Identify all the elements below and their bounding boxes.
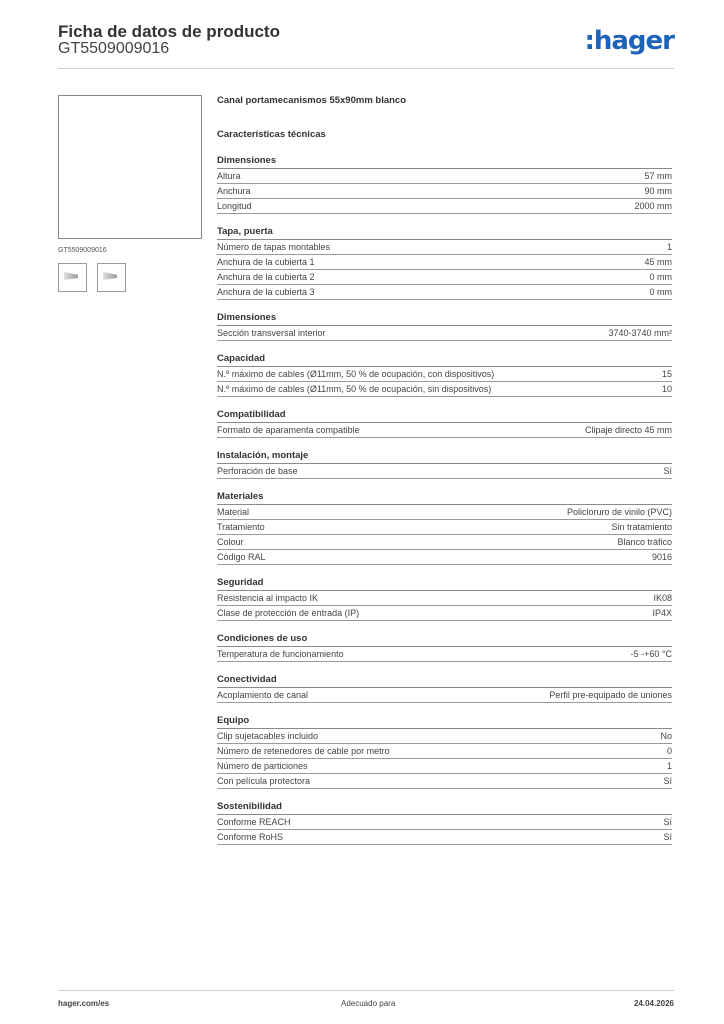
spec-label: Material <box>217 507 250 517</box>
spec-value: Sí <box>663 776 672 786</box>
spec-row <box>217 285 672 300</box>
footer-date: 24.04.2026 <box>633 999 674 1008</box>
spec-value: Sí <box>663 466 672 476</box>
spec-value: IK08 <box>653 593 672 603</box>
spec-content <box>217 95 672 845</box>
spec-value: Perfil pre-equipado de uniones <box>549 690 672 700</box>
thumbnail-strip <box>58 263 202 292</box>
spec-label: Conforme REACH <box>217 817 291 827</box>
spec-row <box>217 270 672 285</box>
spec-section <box>217 577 672 621</box>
spec-row <box>217 255 672 270</box>
spec-value: 1 <box>666 242 672 252</box>
spec-value: 45 mm <box>644 257 672 267</box>
spec-label: Sección transversal interior <box>217 328 326 338</box>
spec-value: 1 <box>666 761 672 771</box>
image-caption: GT5509009016 <box>58 247 107 254</box>
technical-characteristics-heading: Características técnicas <box>217 129 326 140</box>
spec-label: N.º máximo de cables (Ø11mm, 50 % de ocupación, con dispositivos) <box>217 369 495 379</box>
spec-section <box>217 491 672 565</box>
thumbnail-1[interactable] <box>58 263 87 292</box>
spec-value: 0 mm <box>649 287 672 297</box>
document-title: Ficha de datos de producto <box>58 22 280 41</box>
section-title: Compatibilidad <box>217 409 672 423</box>
spec-label: Anchura de la cubierta 2 <box>217 272 315 282</box>
footer-suitable-for: Adecuado para <box>341 999 396 1008</box>
page-footer <box>58 990 674 1008</box>
spec-value: 0 <box>666 746 672 756</box>
section-title: Seguridad <box>217 577 672 591</box>
spec-row <box>217 464 672 479</box>
spec-section <box>217 450 672 479</box>
spec-row <box>217 423 672 438</box>
spec-label: Clip sujetacables incluido <box>217 731 319 741</box>
cable-channel-thumbnail-icon <box>64 272 78 280</box>
spec-label: Temperatura de funcionamiento <box>217 649 344 659</box>
product-name: Canal portamecanismos 55x90mm blanco <box>217 95 407 106</box>
spec-section <box>217 312 672 341</box>
spec-row <box>217 774 672 789</box>
spec-section <box>217 353 672 397</box>
spec-label: Número de retenedores de cable por metro <box>217 746 390 756</box>
section-title: Condiciones de uso <box>217 633 672 647</box>
spec-value: Sí <box>663 832 672 842</box>
spec-label: Número de particiones <box>217 761 308 771</box>
spec-label: Colour <box>217 537 244 547</box>
spec-section <box>217 155 672 214</box>
spec-label: Anchura <box>217 186 251 196</box>
spec-value: 0 mm <box>649 272 672 282</box>
spec-row <box>217 688 672 703</box>
spec-label: Anchura de la cubierta 1 <box>217 257 315 267</box>
spec-label: Conforme RoHS <box>217 832 284 842</box>
spec-label: Código RAL <box>217 552 266 562</box>
spec-sections <box>217 155 672 845</box>
spec-row <box>217 550 672 565</box>
section-title: Capacidad <box>217 353 672 367</box>
spec-row <box>217 520 672 535</box>
section-title: Materiales <box>217 491 672 505</box>
spec-value: 2000 mm <box>634 201 672 211</box>
spec-row <box>217 744 672 759</box>
section-title: Sostenibilidad <box>217 801 672 815</box>
spec-row <box>217 367 672 382</box>
thumbnail-2[interactable] <box>97 263 126 292</box>
spec-row <box>217 326 672 341</box>
spec-section <box>217 633 672 662</box>
spec-label: Anchura de la cubierta 3 <box>217 287 315 297</box>
spec-label: Resistencia al impacto IK <box>217 593 319 603</box>
spec-value: 9016 <box>651 552 672 562</box>
spec-value: Clipaje directo 45 mm <box>584 425 672 435</box>
spec-label: Con película protectora <box>217 776 311 786</box>
hager-logo: :hager <box>584 26 674 56</box>
footer-website[interactable]: hager.com/es <box>58 999 110 1008</box>
spec-value: -5 -+60 °C <box>630 649 672 659</box>
spec-section <box>217 674 672 703</box>
spec-row <box>217 815 672 830</box>
spec-row <box>217 729 672 744</box>
section-title: Conectividad <box>217 674 672 688</box>
spec-label: Número de tapas montables <box>217 242 331 252</box>
spec-row <box>217 169 672 184</box>
spec-row <box>217 591 672 606</box>
section-title: Equipo <box>217 715 672 729</box>
spec-row <box>217 240 672 255</box>
spec-label: Longitud <box>217 201 252 211</box>
spec-value: 3740-3740 mm² <box>608 328 672 338</box>
section-title: Dimensiones <box>217 312 672 326</box>
spec-row <box>217 505 672 520</box>
spec-value: 90 mm <box>644 186 672 196</box>
spec-value: 10 <box>661 384 672 394</box>
spec-value: Policloruro de vinilo (PVC) <box>566 507 672 517</box>
spec-label: N.º máximo de cables (Ø11mm, 50 % de ocupación, sin dispositivos) <box>217 384 492 394</box>
spec-label: Clase de protección de entrada (IP) <box>217 608 360 618</box>
spec-label: Perforación de base <box>217 466 298 476</box>
spec-row <box>217 759 672 774</box>
spec-section <box>217 715 672 789</box>
spec-label: Acoplamiento de canal <box>217 690 309 700</box>
spec-row <box>217 647 672 662</box>
spec-row <box>217 382 672 397</box>
product-image-panel <box>58 95 202 292</box>
spec-row <box>217 199 672 214</box>
spec-value: Sí <box>663 817 672 827</box>
product-image <box>58 95 202 239</box>
spec-value: 57 mm <box>644 171 672 181</box>
spec-section <box>217 409 672 438</box>
spec-label: Altura <box>217 171 241 181</box>
spec-value: IP4X <box>652 608 672 618</box>
spec-row <box>217 535 672 550</box>
spec-label: Tratamiento <box>217 522 265 532</box>
spec-label: Formato de aparamenta compatible <box>217 425 360 435</box>
section-title: Tapa, puerta <box>217 226 672 240</box>
spec-row <box>217 606 672 621</box>
spec-section <box>217 801 672 845</box>
spec-value: No <box>660 731 672 741</box>
spec-section <box>217 226 672 300</box>
spec-value: Blanco tráfico <box>617 537 672 547</box>
section-title: Instalación, montaje <box>217 450 672 464</box>
section-title: Dimensiones <box>217 155 672 169</box>
cable-channel-thumbnail-icon <box>103 272 117 280</box>
spec-row <box>217 184 672 199</box>
product-code: GT5509009016 <box>58 40 170 57</box>
spec-value: Sin tratamiento <box>611 522 672 532</box>
page-header <box>58 20 674 69</box>
spec-row <box>217 830 672 845</box>
spec-value: 15 <box>661 369 672 379</box>
